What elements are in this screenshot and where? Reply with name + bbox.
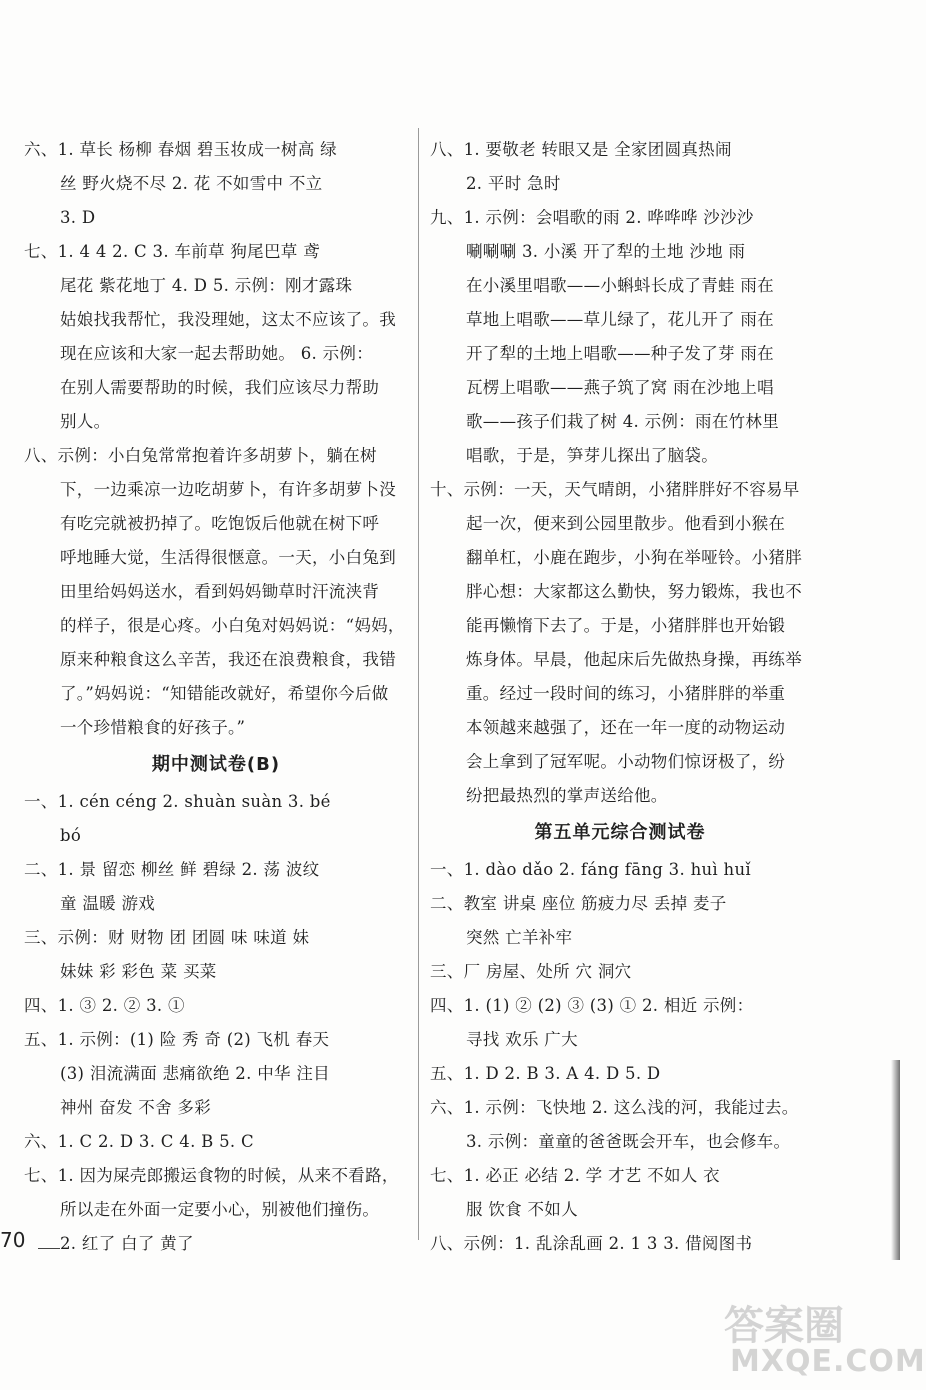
answer-line: 一、1. dào dǎo 2. fáng fāng 3. huì huǐ bbox=[430, 860, 751, 879]
answer-line: 五、1. 示例：(1) 险 秀 奇 (2) 飞机 春天 bbox=[24, 1030, 330, 1049]
answer-line: 丝 野火烧不尽 2. 花 不如雪中 不立 bbox=[60, 174, 323, 193]
answer-line: 突然 亡羊补牢 bbox=[466, 928, 573, 947]
watermark-text: 答案圈 bbox=[724, 1303, 844, 1349]
answer-line: 歌——孩子们栽了树 4. 示例：雨在竹林里 bbox=[466, 412, 780, 431]
answer-line: 七、1. 4 4 2. C 3. 车前草 狗尾巴草 鸢 bbox=[24, 242, 320, 261]
answer-line: 唰唰唰 3. 小溪 开了犁的土地 沙地 雨 bbox=[466, 242, 746, 261]
answer-line: 三、示例：财 财物 团 团圆 味 味道 妹 bbox=[24, 928, 310, 947]
answer-line: 会上拿到了冠军呢。小动物们惊讶极了，纷 bbox=[466, 752, 786, 771]
answer-line: 草地上唱歌——草儿绿了，花儿开了 雨在 bbox=[466, 310, 774, 329]
answer-line: 呼地睡大觉，生活得很惬意。一天，小白兔到 bbox=[60, 548, 396, 567]
page-number: 70 bbox=[0, 1228, 26, 1252]
section-heading: 第五单元综合测试卷 bbox=[534, 822, 706, 843]
answer-line: 田里给妈妈送水，看到妈妈锄草时汗流浃背 bbox=[60, 582, 380, 601]
answer-line: 三、厂 房屋、处所 穴 洞穴 bbox=[430, 962, 632, 981]
answer-line: 重。经过一段时间的练习，小猪胖胖的举重 bbox=[466, 684, 786, 703]
watermark-logo bbox=[724, 1290, 926, 1382]
column-divider bbox=[418, 128, 419, 1240]
answer-line: 二、教室 讲桌 座位 筋疲力尽 丢掉 麦子 bbox=[430, 894, 727, 913]
answer-line: bó bbox=[60, 826, 82, 845]
answer-line: 有吃完就被扔掉了。吃饱饭后他就在树下呼 bbox=[60, 514, 380, 533]
answer-line: 2. 红了 白了 黄了 bbox=[60, 1234, 194, 1253]
answer-line: 2. 平时 急时 bbox=[466, 174, 561, 193]
page-edge-shadow bbox=[891, 1060, 900, 1260]
answer-line: 六、1. C 2. D 3. C 4. B 5. C bbox=[24, 1132, 254, 1151]
answer-line: 六、1. 示例：飞快地 2. 这么浅的河，我能过去。 bbox=[430, 1098, 799, 1117]
answer-line: 姑娘找我帮忙，我没理她，这太不应该了。我 bbox=[60, 310, 396, 329]
left-answer-column bbox=[24, 133, 408, 1261]
answer-line: 一、1. cén céng 2. shuàn suàn 3. bé bbox=[24, 792, 331, 811]
answer-line: 现在应该和大家一起去帮助她。 6. 示例： bbox=[60, 344, 374, 363]
answer-line: 八、示例：1. 乱涂乱画 2. 1 3 3. 借阅图书 bbox=[430, 1234, 753, 1253]
answer-line: 七、1. 必正 必结 2. 学 才艺 不如人 衣 bbox=[430, 1166, 720, 1185]
answer-line: 寻找 欢乐 广大 bbox=[466, 1030, 578, 1049]
answer-line: 九、1. 示例：会唱歌的雨 2. 哗哗哗 沙沙沙 bbox=[430, 208, 754, 227]
answer-line: 能再懒惰下去了。于是，小猪胖胖也开始锻 bbox=[466, 616, 786, 635]
answer-line: 四、1. (1) ② (2) ③ (3) ① 2. 相近 示例： bbox=[430, 996, 754, 1015]
section-heading: 期中测试卷(B) bbox=[151, 754, 281, 775]
answer-line: 瓦楞上唱歌——燕子筑了窝 雨在沙地上唱 bbox=[466, 378, 774, 397]
answer-line: 3. 示例：童童的爸爸既会开车，也会修车。 bbox=[466, 1132, 791, 1151]
answer-line: 十、示例：一天，天气晴朗，小猪胖胖好不容易早 bbox=[430, 480, 800, 499]
answer-line: 起一次，便来到公园里散步。他看到小猴在 bbox=[466, 514, 786, 533]
answer-line: 的样子，很是心疼。小白兔对妈妈说：“妈妈， bbox=[60, 616, 405, 635]
answer-line: 四、1. ③ 2. ② 3. ① bbox=[24, 996, 185, 1015]
answer-line: (3) 泪流满面 悲痛欲绝 2. 中华 注目 bbox=[60, 1064, 330, 1083]
answer-line: 童 温暖 游戏 bbox=[60, 894, 156, 913]
page-number-rule bbox=[38, 1248, 60, 1249]
answer-line: 在小溪里唱歌——小蝌蚪长成了青蛙 雨在 bbox=[466, 276, 774, 295]
watermark-url: MXQE.COM bbox=[730, 1344, 926, 1379]
answer-line: 别人。 bbox=[60, 412, 111, 431]
answer-line: 翻单杠，小鹿在跑步，小狗在举哑铃。小猪胖 bbox=[466, 548, 802, 567]
answer-line: 原来种粮食这么辛苦，我还在浪费粮食，我错 bbox=[60, 650, 396, 669]
answer-line: 神州 奋发 不舍 多彩 bbox=[60, 1098, 212, 1117]
answer-line: 妹妹 彩 彩色 菜 买菜 bbox=[60, 962, 217, 981]
answer-line: 唱歌，于是，笋芽儿探出了脑袋。 bbox=[466, 446, 718, 465]
answer-line: 3. D bbox=[60, 208, 96, 227]
answer-line: 八、示例：小白兔常常抱着许多胡萝卜，躺在树 bbox=[24, 446, 377, 465]
answer-line: 一个珍惜粮食的好孩子。” bbox=[60, 718, 246, 737]
answer-line: 八、1. 要敬老 转眼又是 全家团圆真热闹 bbox=[430, 140, 732, 159]
answer-line: 在别人需要帮助的时候，我们应该尽力帮助 bbox=[60, 378, 380, 397]
answer-line: 二、1. 景 留恋 柳丝 鲜 碧绿 2. 荡 波纹 bbox=[24, 860, 320, 879]
right-answer-column bbox=[430, 133, 810, 1261]
answer-line: 胖心想：大家都这么勤快，努力锻炼，我也不 bbox=[466, 582, 802, 601]
answer-line: 下，一边乘凉一边吃胡萝卜，有许多胡萝卜没 bbox=[60, 480, 396, 499]
answer-line: 服 饮食 不如人 bbox=[466, 1200, 578, 1219]
answer-line: 纷把最热烈的掌声送给他。 bbox=[466, 786, 668, 805]
answer-line: 尾花 紫花地丁 4. D 5. 示例：刚才露珠 bbox=[60, 276, 353, 295]
answer-line: 炼身体。早晨，他起床后先做热身操，再练举 bbox=[466, 650, 802, 669]
answer-line: 七、1. 因为屎壳郎搬运食物的时候，从来不看路， bbox=[24, 1166, 399, 1185]
answer-line: 六、1. 草长 杨柳 春烟 碧玉妆成一树高 绿 bbox=[24, 140, 337, 159]
answer-line: 了。”妈妈说：“知错能改就好，希望你今后做 bbox=[60, 684, 389, 703]
answer-line: 所以走在外面一定要小心，别被他们撞伤。 bbox=[60, 1200, 380, 1219]
answer-line: 五、1. D 2. B 3. A 4. D 5. D bbox=[430, 1064, 661, 1083]
answer-line: 开了犁的土地上唱歌——种子发了芽 雨在 bbox=[466, 344, 774, 363]
answer-line: 本领越来越强了，还在一年一度的动物运动 bbox=[466, 718, 786, 737]
